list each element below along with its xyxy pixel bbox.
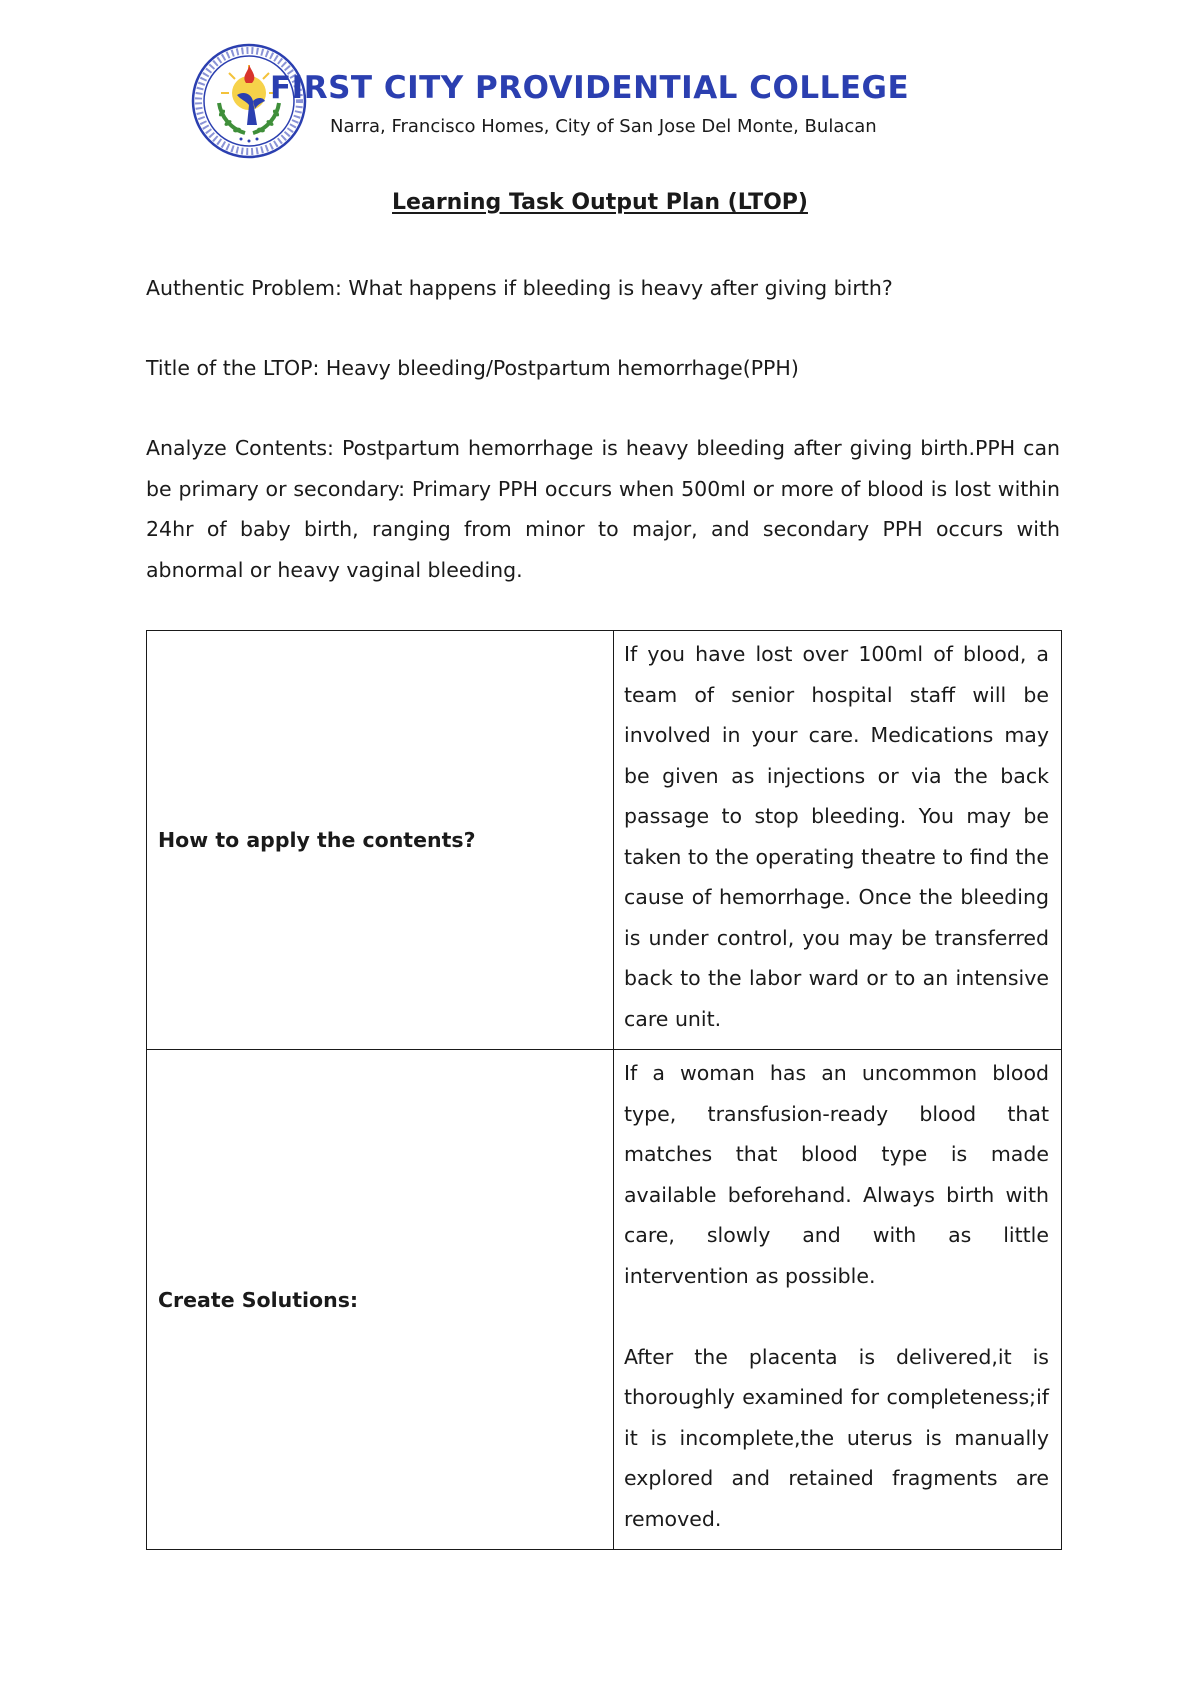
ltop-table [146, 630, 1062, 1550]
table-row [147, 631, 1062, 1050]
row-content [614, 1050, 1062, 1550]
row-label: How to apply the contents? [147, 631, 614, 1050]
content-paragraph: If you have lost over 100ml of blood, a team of senior hospital staff will be involved in your care. Medications may be given as injections or via the back passage to stop bleeding. You may be taken to the operating theatre to find the cause of hemorrhage. Once the bleeding is under control, you may be transferred back to the labor ward or to an intensive care unit. [624, 642, 1049, 1031]
content-paragraph: After the placenta is delivered,it is thoroughly examined for completeness;if it is incomplete,the uterus is manually explored and retained fragments are removed. [624, 1344, 1049, 1531]
ltop-title: Title of the LTOP: Heavy bleeding/Postpartum hemorrhage(PPH) [146, 356, 799, 380]
row-label: Create Solutions: [147, 1050, 614, 1550]
letterhead [0, 0, 1200, 160]
authentic-problem: Authentic Problem: What happens if bleeding is heavy after giving birth? [146, 276, 893, 300]
college-name: FIRST CITY PROVIDENTIAL COLLEGE [270, 70, 910, 106]
content-paragraph: If a woman has an uncommon blood type, transfusion-ready blood that matches that blood type is made available beforehand. Always birth with care, slowly and with as little intervention as possible. [624, 1061, 1049, 1288]
row-content [614, 631, 1062, 1050]
table-row [147, 1050, 1062, 1550]
analyze-contents: Analyze Contents: Postpartum hemorrhage is heavy bleeding after giving birth.PPH can be primary or secondary: Primary PPH occurs when 500ml or more of blood is lost within 24hr of baby birth, ranging from minor to major, and secondary PPH occurs with abnormal or heavy vaginal bleeding. [146, 436, 1060, 582]
college-address: Narra, Francisco Homes, City of San Jose Del Monte, Bulacan [330, 116, 877, 137]
document-title: Learning Task Output Plan (LTOP) [392, 190, 808, 215]
